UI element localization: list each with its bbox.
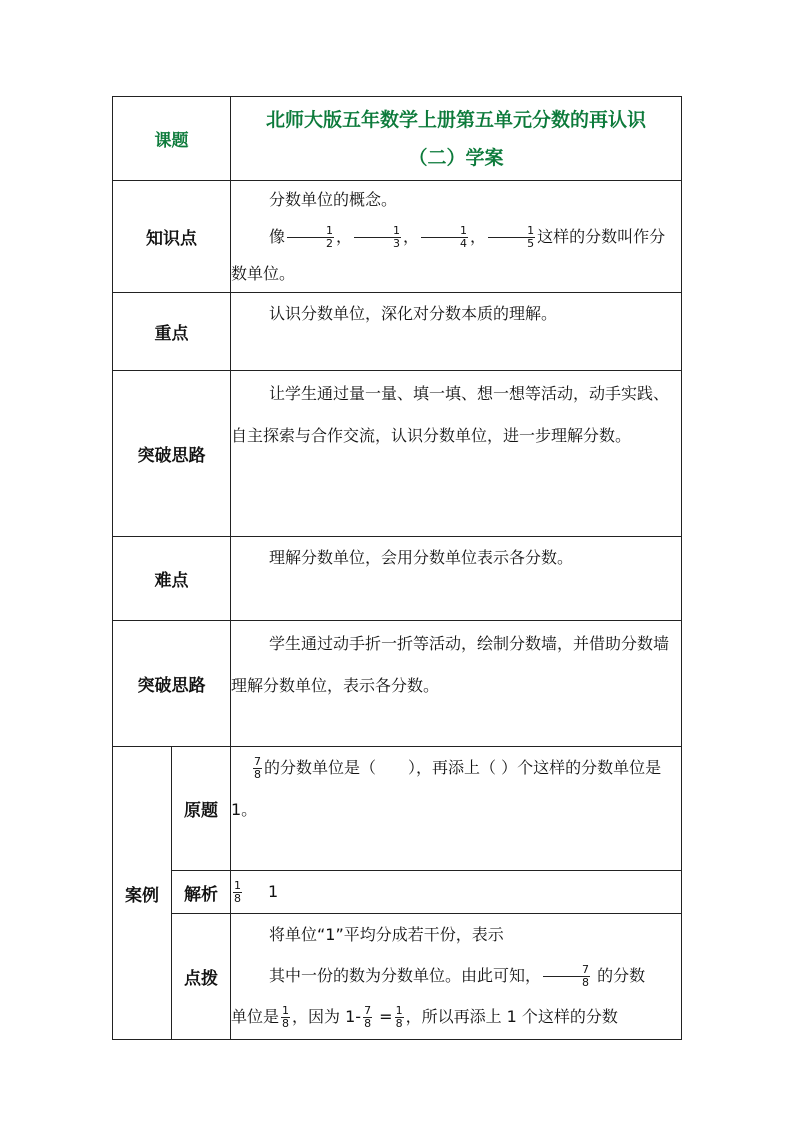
original-question: 的分数单位是（ ），再添上（ ）个这样的分数单位是1。: [231, 758, 662, 819]
separator: ，: [336, 227, 353, 246]
tips-line1: 将单位“1”平均分成若干份，表示: [269, 925, 504, 944]
lesson-plan-table: [112, 96, 682, 1040]
row-knowledge: [113, 181, 682, 293]
row-approach-2: [113, 621, 682, 747]
label-key-point: 重点: [113, 293, 231, 371]
row-title: [113, 97, 682, 181]
analysis-content: [231, 871, 682, 914]
label-approach-1: 突破思路: [113, 371, 231, 537]
label-case: 案例: [113, 747, 172, 1040]
knowledge-content: [231, 181, 682, 293]
row-approach-1: [113, 371, 682, 537]
label-tips: 点拨: [172, 914, 231, 1040]
separator: ，: [470, 227, 487, 246]
knowledge-line1: 分数单位的概念。: [269, 190, 398, 209]
label-difficulty: 难点: [113, 537, 231, 621]
label-approach-2: 突破思路: [113, 621, 231, 747]
row-case-analysis: [113, 871, 682, 914]
fraction-1-8: $\frac{1}{8}$: [395, 1004, 403, 1030]
analysis-answer: 1: [268, 882, 279, 901]
title-line2: （二）学案: [408, 146, 504, 169]
tips-content: [231, 914, 682, 1040]
separator: ，: [403, 227, 420, 246]
key-point-content: [231, 293, 682, 371]
title-content: [231, 97, 682, 181]
fraction-1-4: $\frac{1}{4}$: [421, 225, 468, 250]
key-point-text: 认识分数单位，深化对分数本质的理解。: [269, 304, 558, 323]
knowledge-line2: [231, 218, 681, 292]
approach-1-text: 让学生通过量一量、填一填、想一想等活动，动手实践、自主探索与合作交流，认识分数单位，进一步理解分数。: [231, 384, 670, 445]
row-key-point: [113, 293, 682, 371]
title-line1: 北师大版五年数学上册第五单元分数的再认识: [265, 108, 646, 131]
difficulty-text: 理解分数单位，会用分数单位表示各分数。: [269, 548, 574, 567]
knowledge-prefix: 像: [269, 227, 286, 246]
fraction-1-8: $\frac{1}{8}$: [282, 1004, 290, 1030]
fraction-1-2: $\frac{1}{2}$: [287, 225, 334, 250]
label-title: 课题: [113, 97, 231, 181]
tips-line3: 单位是 $\frac{1}{8}$ ，因为 1- $\frac{7}{8}$ = $\frac{1}{8}$ ，所以再添上 1 个这样的分数: [231, 1004, 618, 1030]
fraction-7-8: $\frac{7}{8}$: [364, 1004, 372, 1030]
fraction-1-5: $\frac{1}{5}$: [488, 225, 535, 250]
approach-1-content: [231, 371, 682, 537]
original-text: [231, 747, 681, 831]
approach-2-text: 学生通过动手折一折等活动，绘制分数墙，并借助分数墙理解分数单位，表示各分数。: [231, 634, 670, 695]
difficulty-content: [231, 537, 682, 621]
row-case-original: [113, 747, 682, 871]
row-case-tips: [113, 914, 682, 1040]
fraction-1-3: $\frac{1}{3}$: [354, 225, 401, 250]
label-original: 原题: [172, 747, 231, 871]
label-analysis: 解析: [172, 871, 231, 914]
row-difficulty: [113, 537, 682, 621]
tips-line2: 其中一份的数为分数单位。由此可知， $\frac{7}{8}$ 的分数: [269, 963, 646, 989]
fraction-7-8: $\frac{7}{8}$: [254, 755, 261, 781]
fraction-7-8: $\frac{7}{8}$: [543, 964, 590, 989]
label-knowledge: 知识点: [113, 181, 231, 293]
fraction-1-8: $\frac{1}{8}$: [234, 879, 241, 905]
knowledge-suffix: 这样的分数叫作分数单位。: [231, 227, 666, 283]
approach-2-content: [231, 621, 682, 747]
analysis-text: [231, 871, 681, 913]
original-content: [231, 747, 682, 871]
